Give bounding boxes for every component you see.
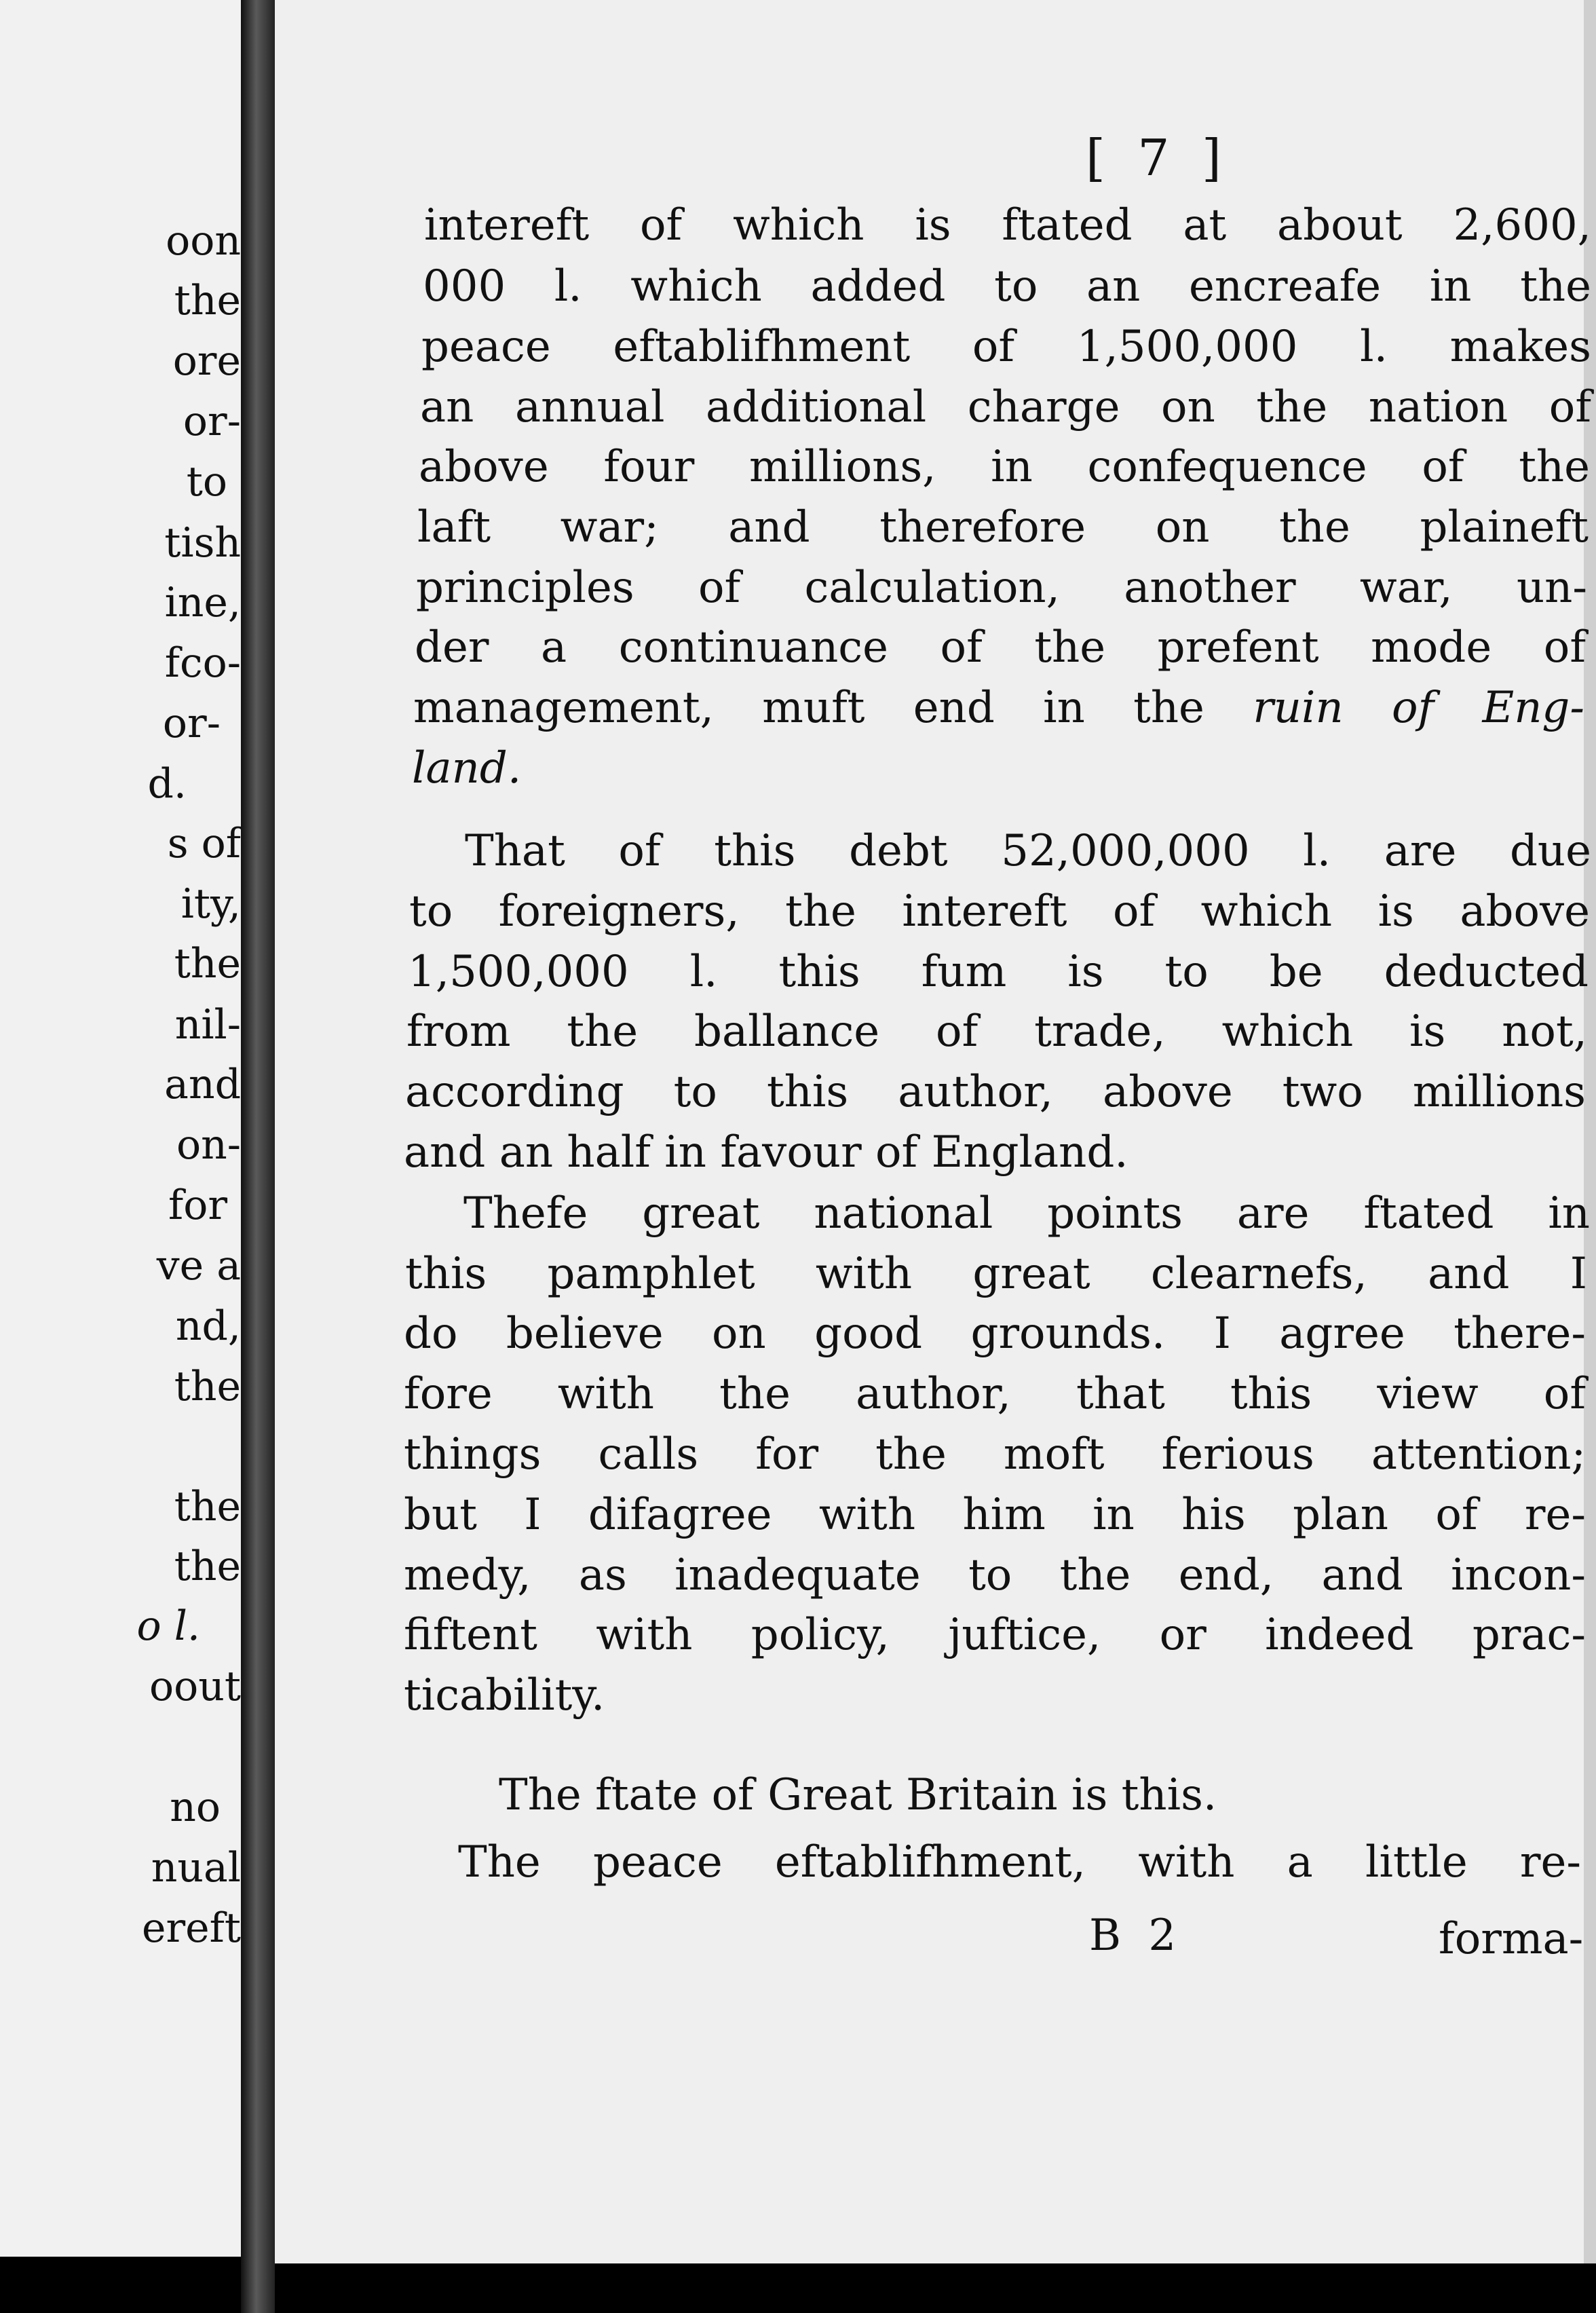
text-line: medy, as inadequate to the end, and incon- — [404, 1550, 1586, 1600]
left-line: ity, — [180, 880, 241, 928]
left-line: ve a — [156, 1242, 241, 1290]
text-line: 1,500,000 l. this fum is to be deducted — [408, 947, 1589, 997]
text-line: peace eftablifhment of 1,500,000 l. makes — [421, 322, 1591, 372]
left-page-fragment — [0, 0, 241, 2257]
text-line: The ftate of Great Britain is this. — [499, 1770, 1217, 1820]
text-line: from the ballance of trade, which is not, — [406, 1007, 1587, 1057]
text-line — [413, 683, 1584, 733]
left-line: on- — [176, 1121, 241, 1169]
text-line: Thefe great national points are ftated in — [463, 1188, 1590, 1239]
text-line: 000 l. which added to an encreafe in the — [423, 261, 1591, 312]
text-line: but I difagree with him in his plan of re- — [404, 1490, 1586, 1540]
left-line: ore — [172, 337, 241, 385]
left-line: the — [174, 940, 241, 988]
text-line: an annual additional charge on the nation of — [420, 382, 1591, 432]
left-line: d. — [147, 760, 187, 808]
left-line: ine, — [164, 579, 241, 626]
left-line: oout — [149, 1663, 241, 1710]
text-line: this pamphlet with great clearnefs, and I — [405, 1249, 1587, 1299]
text-line: do believe on good grounds. I agree there- — [404, 1309, 1586, 1359]
right-page — [275, 0, 1596, 2263]
left-line: to — [186, 458, 227, 506]
catchword: forma- — [1439, 1914, 1584, 1964]
left-line: and — [164, 1061, 241, 1108]
left-line: the — [174, 1363, 241, 1410]
left-line: nd, — [175, 1302, 241, 1350]
text-line: ticability. — [404, 1670, 605, 1720]
left-line: for — [168, 1182, 227, 1229]
left-line: fco- — [164, 639, 241, 687]
left-line: nil- — [174, 1001, 241, 1049]
text-line: der a continuance of the prefent mode of — [415, 622, 1586, 673]
text-line: That of this debt 52,000,000 l. are due — [465, 826, 1591, 876]
left-line: ereft — [141, 1904, 241, 1952]
text-line: and an half in favour of England. — [404, 1127, 1128, 1178]
text-line: The peace eftablifhment, with a little re- — [458, 1837, 1581, 1887]
text-line: to foreigners, the intereft of which is above — [409, 886, 1590, 937]
left-line: the — [174, 1483, 241, 1530]
text-line: fiftent with policy, juftice, or indeed prac- — [404, 1610, 1586, 1660]
left-line: tish — [164, 519, 241, 567]
left-line: or- — [183, 398, 241, 445]
text-run: management, muft end in the — [413, 683, 1253, 733]
text-line: fore with the author, that this view of — [404, 1369, 1586, 1419]
text-line: principles of calculation, another war, un- — [416, 563, 1587, 613]
text-line: intereft of which is ftated at about 2,600, — [424, 200, 1591, 250]
left-line: or- — [162, 700, 221, 747]
signature-mark: B 2 — [1089, 1911, 1183, 1961]
left-line: oon — [166, 217, 241, 265]
book-spine — [241, 0, 275, 2313]
italic-run: ruin of Eng- — [1253, 683, 1584, 733]
left-line: the — [174, 1543, 241, 1590]
page-number: [ 7 ] — [1086, 129, 1230, 187]
text-line: laft war; and therefore on the plaineft — [417, 502, 1589, 552]
left-line: o l. — [136, 1602, 200, 1650]
left-line: no — [170, 1784, 221, 1831]
text-line: land. — [412, 743, 522, 793]
text-line: things calls for the moft ferious attention; — [404, 1429, 1586, 1480]
left-line: nual — [151, 1844, 241, 1892]
left-line: s of — [167, 820, 241, 867]
text-line: above four millions, in confequence of the — [419, 442, 1590, 492]
text-line: according to this author, above two millions — [405, 1067, 1586, 1117]
left-line: the — [174, 277, 241, 324]
